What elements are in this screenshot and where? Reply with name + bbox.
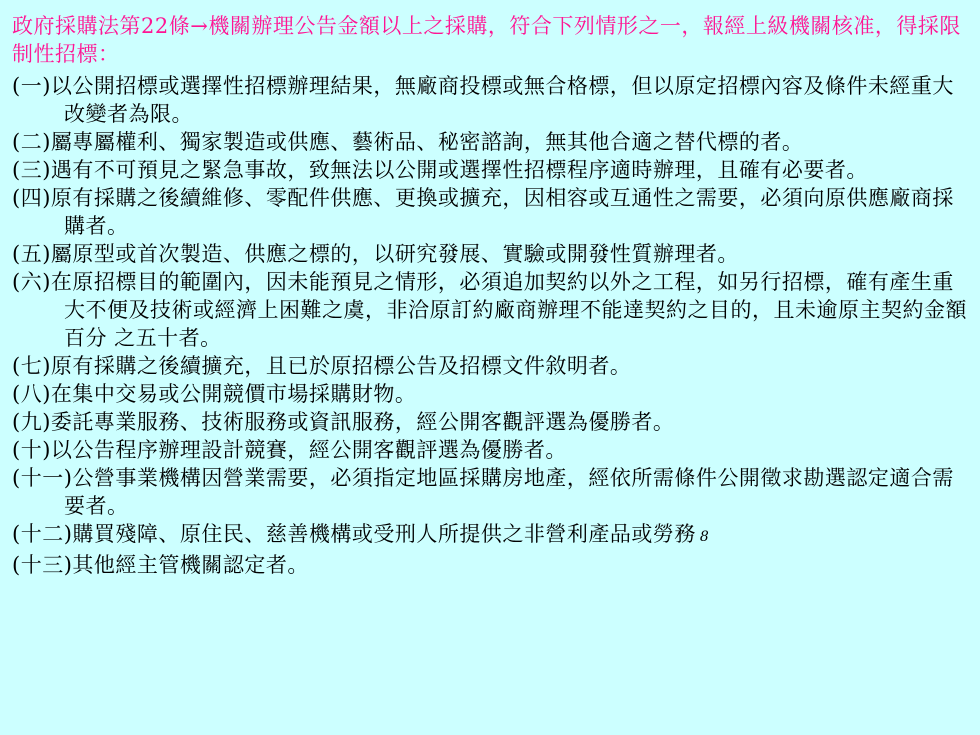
- item-text: 在原招標目的範圍內，因未能預見之情形，必須追加契約以外之工程，如另行招標，確有產生重大不便及技術或經濟上困難之虞，非洽原訂約廠商辦理不能達契約之目的，且未逾原主契約金額百分 之五十者。: [50, 270, 967, 350]
- item-label: (七): [12, 354, 51, 378]
- list-item: [12, 436, 968, 464]
- list-item: [12, 380, 968, 408]
- item-label: (九): [12, 410, 51, 434]
- list-item: [12, 268, 968, 352]
- item-text: 遇有不可預見之緊急事故，致無法以公開或選擇性招標程序適時辦理，且確有必要者。: [50, 158, 868, 182]
- item-label: (一): [12, 74, 51, 98]
- item-text: 原有採購之後續維修、零配件供應、更換或擴充，因相容或互通性之需要，必須向原供應廠商採購者。: [50, 186, 954, 238]
- item-text: 在集中交易或公開競價市場採購財物。: [50, 382, 417, 406]
- item-text: 屬專屬權利、獨家製造或供應、藝術品、秘密諮詢，無其他合適之替代標的者。: [50, 130, 804, 154]
- list-item: [12, 184, 968, 240]
- item-label: (六): [12, 270, 51, 294]
- list-item: [12, 551, 968, 579]
- item-text: 其他經主管機關認定者。: [72, 553, 309, 577]
- slide-title: 政府採購法第22條→機關辦理公告金額以上之採購，符合下列情形之一，報經上級機關核准，得採限制性招標：: [12, 14, 961, 66]
- item-label: (三): [12, 158, 51, 182]
- item-text: 屬原型或首次製造、供應之標的，以研究發展、實驗或開發性質辦理者。: [50, 242, 739, 266]
- page-number: 8: [699, 529, 710, 545]
- item-text: 以公開招標或選擇性招標辦理結果，無廠商投標或無合格標，但以原定招標內容及條件未經重大改變者為限。: [50, 74, 954, 126]
- item-text: 委託專業服務、技術服務或資訊服務，經公開客觀評選為優勝者。: [50, 410, 675, 434]
- list-item: [12, 520, 968, 551]
- item-label: (十): [12, 438, 51, 462]
- item-text: 原有採購之後續擴充，且已於原招標公告及招標文件敘明者。: [50, 354, 632, 378]
- item-label: (十三): [12, 553, 73, 577]
- item-label: (十二): [12, 522, 73, 546]
- list-item: [12, 408, 968, 436]
- list-item: [12, 464, 968, 520]
- item-text: 以公告程序辦理設計競賽，經公開客觀評選為優勝者。: [50, 438, 567, 462]
- item-list: [12, 72, 968, 579]
- list-item: [12, 352, 968, 380]
- list-item: [12, 128, 968, 156]
- item-text: 購買殘障、原住民、慈善機構或受刑人所提供之非營利產品或勞務: [72, 522, 696, 546]
- list-item: [12, 156, 968, 184]
- item-label: (八): [12, 382, 51, 406]
- list-item: [12, 240, 968, 268]
- item-label: (十一): [12, 466, 73, 490]
- item-text: 公營事業機構因營業需要，必須指定地區採購房地產，經依所需條件公開徵求勘選認定適合需要者。: [64, 466, 954, 518]
- list-item: [12, 72, 968, 128]
- item-label: (二): [12, 130, 51, 154]
- item-label: (四): [12, 186, 51, 210]
- item-label: (五): [12, 242, 51, 266]
